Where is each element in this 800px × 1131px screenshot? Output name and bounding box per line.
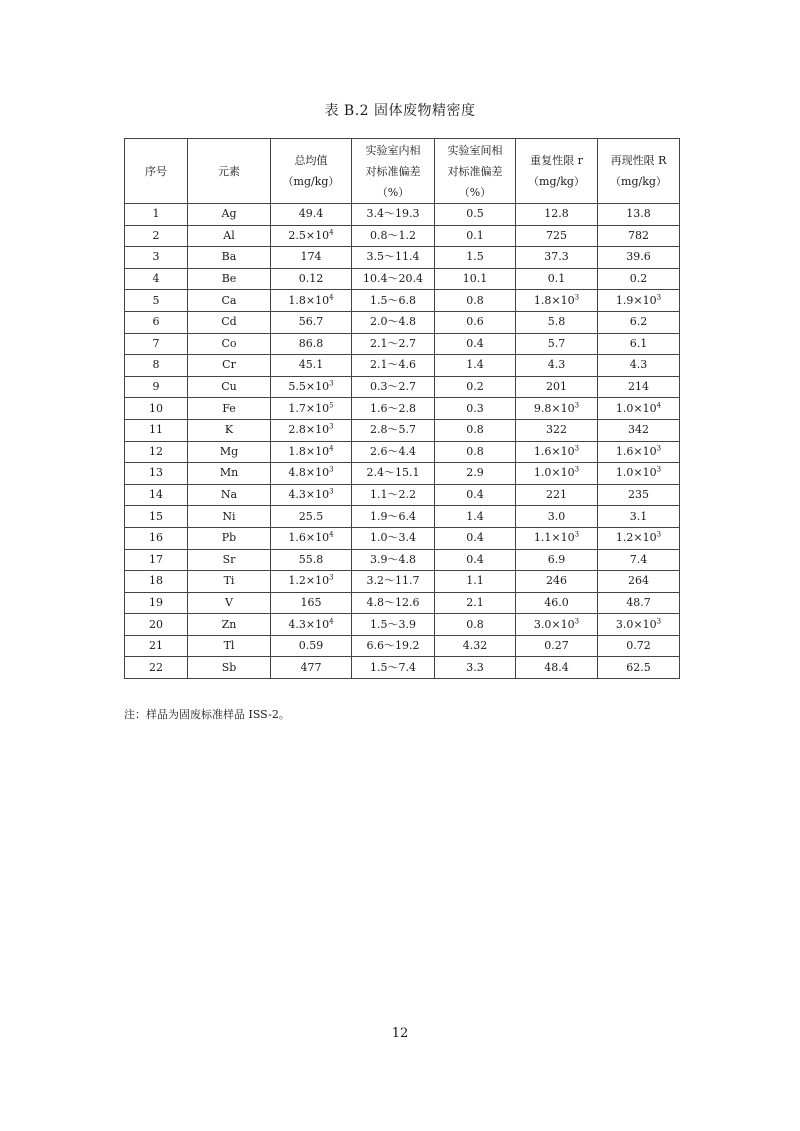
table-row	[125, 290, 680, 312]
cell-mean: 165	[271, 592, 352, 614]
cell-element: Mg	[188, 441, 271, 463]
cell-element: K	[188, 419, 271, 441]
cell-rsd-between: 0.4	[435, 333, 516, 355]
cell-element: Ni	[188, 506, 271, 528]
table-note: 注：样品为固废标准样品 ISS-2。	[124, 708, 290, 721]
precision-table	[124, 138, 680, 679]
cell-element: Cu	[188, 376, 271, 398]
table-row	[125, 635, 680, 657]
header-line: 实验室间相	[447, 143, 503, 157]
header-repeatability	[516, 139, 598, 204]
cell-rsd-between: 0.6	[435, 311, 516, 333]
cell-mean: $1.8\times 10^4$	[271, 290, 352, 312]
cell-mean: $2.5\times 10^4$	[271, 225, 352, 247]
page-number: 12	[391, 1026, 409, 1041]
header-line: （%）	[376, 185, 410, 199]
cell-element: Na	[188, 484, 271, 506]
cell-rsd-within: 2.0～4.8	[352, 311, 435, 333]
cell-repeatability: $9.8\times 10^3$	[516, 398, 598, 420]
cell-repeatability: $3.0\times 10^3$	[516, 614, 598, 636]
cell-no: 2	[125, 225, 188, 247]
cell-no: 14	[125, 484, 188, 506]
cell-reproducibility: 39.6	[598, 247, 680, 269]
cell-no: 21	[125, 635, 188, 657]
cell-rsd-within: 1.6～2.8	[352, 398, 435, 420]
header-reproducibility	[598, 139, 680, 204]
cell-rsd-between: 0.8	[435, 441, 516, 463]
cell-rsd-within: 1.0～3.4	[352, 527, 435, 549]
cell-rsd-between: 10.1	[435, 268, 516, 290]
cell-element: Zn	[188, 614, 271, 636]
cell-element: Ba	[188, 247, 271, 269]
cell-rsd-within: 0.8～1.2	[352, 225, 435, 247]
cell-element: Pb	[188, 527, 271, 549]
header-line: 重复性限 r	[530, 154, 583, 167]
table-row	[125, 657, 680, 679]
header-mean	[271, 139, 352, 204]
cell-reproducibility: 4.3	[598, 355, 680, 377]
cell-mean: $1.6\times 10^4$	[271, 527, 352, 549]
cell-mean: 45.1	[271, 355, 352, 377]
header-line: （%）	[458, 185, 492, 199]
cell-rsd-between: 2.9	[435, 463, 516, 485]
cell-reproducibility: 0.72	[598, 635, 680, 657]
cell-reproducibility: $1.0\times 10^4$	[598, 398, 680, 420]
cell-mean: 477	[271, 657, 352, 679]
cell-rsd-between: 3.3	[435, 657, 516, 679]
cell-mean: $4.3\times 10^3$	[271, 484, 352, 506]
cell-no: 11	[125, 419, 188, 441]
cell-reproducibility: 342	[598, 419, 680, 441]
cell-reproducibility: 7.4	[598, 549, 680, 571]
table-row	[125, 571, 680, 593]
cell-repeatability: 725	[516, 225, 598, 247]
cell-repeatability: 12.8	[516, 204, 598, 226]
cell-rsd-within: 3.9～4.8	[352, 549, 435, 571]
cell-rsd-within: 1.5～3.9	[352, 614, 435, 636]
cell-repeatability: 4.3	[516, 355, 598, 377]
cell-rsd-within: 6.6～19.2	[352, 635, 435, 657]
cell-no: 16	[125, 527, 188, 549]
cell-element: Ca	[188, 290, 271, 312]
cell-repeatability: 48.4	[516, 657, 598, 679]
cell-repeatability: 221	[516, 484, 598, 506]
header-line: （mg/kg）	[610, 175, 667, 188]
cell-rsd-between: 1.1	[435, 571, 516, 593]
cell-reproducibility: 62.5	[598, 657, 680, 679]
table-row	[125, 527, 680, 549]
cell-element: Fe	[188, 398, 271, 420]
cell-element: Cd	[188, 311, 271, 333]
table-row	[125, 549, 680, 571]
cell-reproducibility: $1.9\times 10^3$	[598, 290, 680, 312]
cell-element: Ag	[188, 204, 271, 226]
cell-rsd-within: 3.5～11.4	[352, 247, 435, 269]
cell-rsd-between: 0.3	[435, 398, 516, 420]
cell-repeatability: 246	[516, 571, 598, 593]
cell-reproducibility: $1.6\times 10^3$	[598, 441, 680, 463]
cell-no: 12	[125, 441, 188, 463]
cell-reproducibility: $3.0\times 10^3$	[598, 614, 680, 636]
cell-repeatability: 201	[516, 376, 598, 398]
cell-reproducibility: 6.2	[598, 311, 680, 333]
cell-no: 7	[125, 333, 188, 355]
header-line: 元素	[218, 164, 240, 178]
cell-rsd-between: 0.8	[435, 614, 516, 636]
table-row	[125, 333, 680, 355]
table-row	[125, 355, 680, 377]
cell-reproducibility: 0.2	[598, 268, 680, 290]
table-row	[125, 268, 680, 290]
cell-rsd-within: 0.3～2.7	[352, 376, 435, 398]
header-element	[188, 139, 271, 204]
cell-element: Tl	[188, 635, 271, 657]
cell-rsd-within: 2.8～5.7	[352, 419, 435, 441]
cell-mean: 86.8	[271, 333, 352, 355]
cell-no: 17	[125, 549, 188, 571]
cell-repeatability: 37.3	[516, 247, 598, 269]
header-rsd-between	[435, 139, 516, 204]
cell-reproducibility: 48.7	[598, 592, 680, 614]
cell-no: 3	[125, 247, 188, 269]
cell-mean: $4.3\times 10^4$	[271, 614, 352, 636]
cell-reproducibility: $1.2\times 10^3$	[598, 527, 680, 549]
cell-rsd-within: 1.5～6.8	[352, 290, 435, 312]
cell-no: 18	[125, 571, 188, 593]
header-no	[125, 139, 188, 204]
cell-no: 20	[125, 614, 188, 636]
cell-rsd-between: 0.8	[435, 290, 516, 312]
cell-reproducibility: 6.1	[598, 333, 680, 355]
cell-rsd-between: 4.32	[435, 635, 516, 657]
cell-no: 15	[125, 506, 188, 528]
header-line: 实验室内相	[365, 143, 421, 157]
table-row	[125, 419, 680, 441]
table-row	[125, 376, 680, 398]
cell-rsd-within: 10.4～20.4	[352, 268, 435, 290]
cell-mean: 55.8	[271, 549, 352, 571]
cell-reproducibility: 3.1	[598, 506, 680, 528]
cell-no: 5	[125, 290, 188, 312]
cell-rsd-between: 0.5	[435, 204, 516, 226]
cell-rsd-within: 2.6～4.4	[352, 441, 435, 463]
cell-rsd-between: 1.5	[435, 247, 516, 269]
cell-no: 1	[125, 204, 188, 226]
cell-mean: 56.7	[271, 311, 352, 333]
cell-no: 8	[125, 355, 188, 377]
cell-rsd-within: 2.1～2.7	[352, 333, 435, 355]
table-row	[125, 225, 680, 247]
cell-rsd-between: 1.4	[435, 506, 516, 528]
cell-repeatability: 5.7	[516, 333, 598, 355]
cell-repeatability: $1.0\times 10^3$	[516, 463, 598, 485]
cell-no: 22	[125, 657, 188, 679]
cell-reproducibility: 13.8	[598, 204, 680, 226]
cell-repeatability: 0.27	[516, 635, 598, 657]
cell-element: Sr	[188, 549, 271, 571]
cell-no: 9	[125, 376, 188, 398]
cell-element: Al	[188, 225, 271, 247]
table-row	[125, 204, 680, 226]
header-line: 序号	[145, 164, 167, 178]
cell-no: 19	[125, 592, 188, 614]
cell-element: Mn	[188, 463, 271, 485]
cell-rsd-between: 2.1	[435, 592, 516, 614]
cell-rsd-between: 1.4	[435, 355, 516, 377]
cell-reproducibility: 264	[598, 571, 680, 593]
cell-mean: $5.5\times 10^3$	[271, 376, 352, 398]
table-row	[125, 398, 680, 420]
cell-no: 10	[125, 398, 188, 420]
cell-repeatability: 322	[516, 419, 598, 441]
table-row	[125, 614, 680, 636]
header-line: 对标准偏差	[447, 164, 503, 178]
cell-element: V	[188, 592, 271, 614]
cell-mean: 174	[271, 247, 352, 269]
cell-reproducibility: 214	[598, 376, 680, 398]
header-rsd-within	[352, 139, 435, 204]
cell-element: Ti	[188, 571, 271, 593]
cell-repeatability: 6.9	[516, 549, 598, 571]
cell-mean: 25.5	[271, 506, 352, 528]
table-row	[125, 592, 680, 614]
table-row	[125, 484, 680, 506]
cell-repeatability: 0.1	[516, 268, 598, 290]
cell-repeatability: 5.8	[516, 311, 598, 333]
cell-mean: 49.4	[271, 204, 352, 226]
cell-repeatability: 46.0	[516, 592, 598, 614]
cell-rsd-within: 1.9～6.4	[352, 506, 435, 528]
cell-mean: $4.8\times 10^3$	[271, 463, 352, 485]
cell-rsd-within: 2.1～4.6	[352, 355, 435, 377]
header-line: 对标准偏差	[365, 164, 421, 178]
cell-mean: $2.8\times 10^3$	[271, 419, 352, 441]
cell-mean: 0.12	[271, 268, 352, 290]
cell-repeatability: $1.1\times 10^3$	[516, 527, 598, 549]
cell-mean: $1.8\times 10^4$	[271, 441, 352, 463]
cell-rsd-within: 4.8～12.6	[352, 592, 435, 614]
header-row	[125, 139, 680, 204]
cell-element: Cr	[188, 355, 271, 377]
table-body	[125, 204, 680, 679]
cell-reproducibility: 235	[598, 484, 680, 506]
cell-no: 4	[125, 268, 188, 290]
table-title: 表 B.2 固体废物精密度	[324, 103, 476, 119]
cell-rsd-between: 0.4	[435, 527, 516, 549]
cell-repeatability: $1.6\times 10^3$	[516, 441, 598, 463]
cell-rsd-between: 0.4	[435, 549, 516, 571]
cell-no: 13	[125, 463, 188, 485]
cell-element: Sb	[188, 657, 271, 679]
cell-rsd-within: 3.4～19.3	[352, 204, 435, 226]
cell-mean: 0.59	[271, 635, 352, 657]
cell-rsd-between: 0.2	[435, 376, 516, 398]
header-line: 再现性限 R	[610, 154, 667, 167]
cell-no: 6	[125, 311, 188, 333]
cell-reproducibility: $1.0\times 10^3$	[598, 463, 680, 485]
header-line: （mg/kg）	[282, 175, 340, 188]
cell-rsd-within: 3.2～11.7	[352, 571, 435, 593]
cell-rsd-between: 0.8	[435, 419, 516, 441]
cell-repeatability: $1.8\times 10^3$	[516, 290, 598, 312]
cell-rsd-within: 2.4～15.1	[352, 463, 435, 485]
table-row	[125, 247, 680, 269]
cell-element: Be	[188, 268, 271, 290]
cell-mean: $1.2\times 10^3$	[271, 571, 352, 593]
table-row	[125, 463, 680, 485]
cell-rsd-within: 1.5～7.4	[352, 657, 435, 679]
cell-repeatability: 3.0	[516, 506, 598, 528]
header-line: （mg/kg）	[528, 175, 585, 188]
cell-rsd-between: 0.4	[435, 484, 516, 506]
header-line: 总均值	[294, 154, 328, 167]
cell-element: Co	[188, 333, 271, 355]
table-header	[125, 139, 680, 204]
cell-rsd-between: 0.1	[435, 225, 516, 247]
table-row	[125, 506, 680, 528]
cell-reproducibility: 782	[598, 225, 680, 247]
table-row	[125, 311, 680, 333]
cell-rsd-within: 1.1～2.2	[352, 484, 435, 506]
table-row	[125, 441, 680, 463]
cell-mean: $1.7\times 10^5$	[271, 398, 352, 420]
